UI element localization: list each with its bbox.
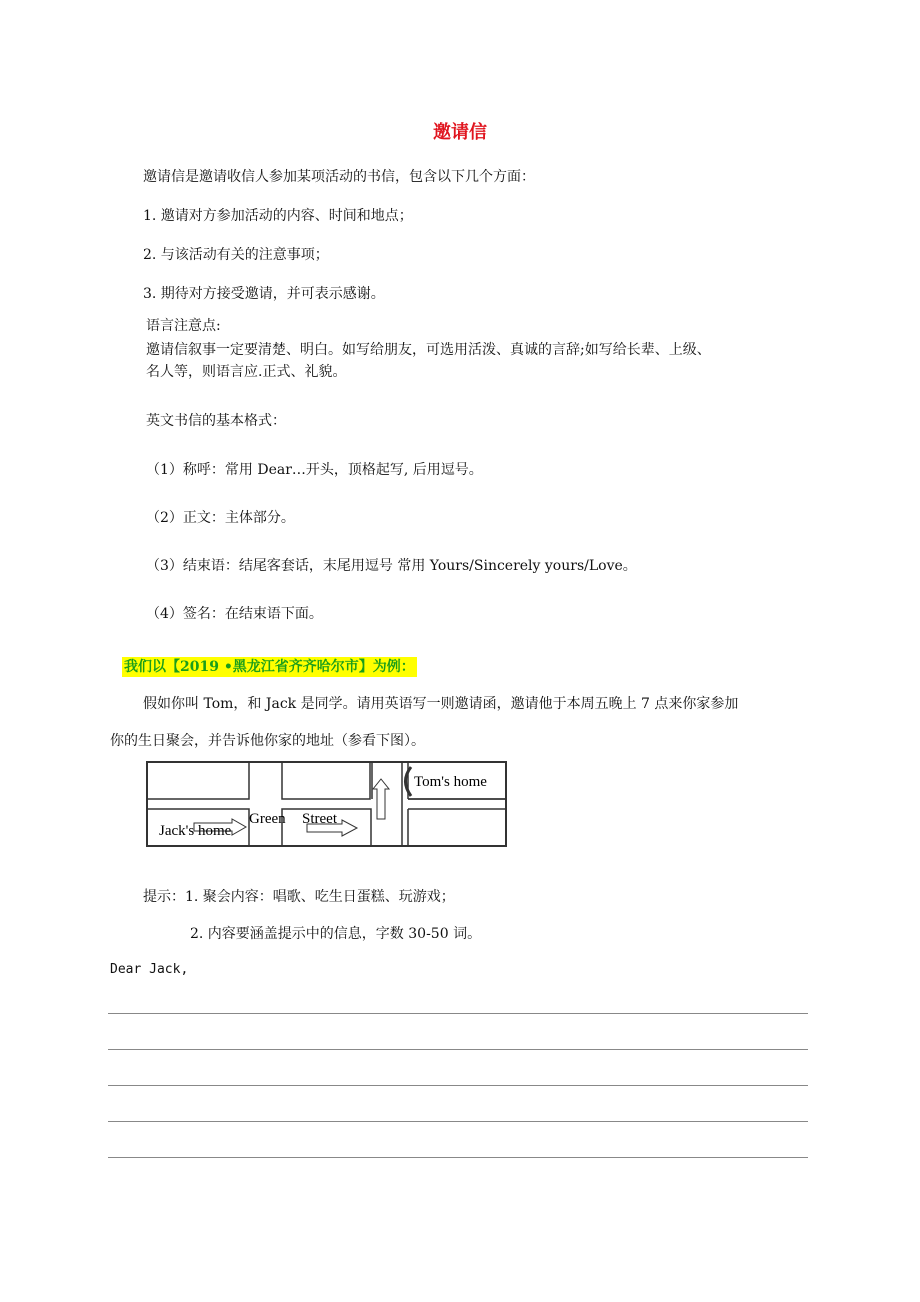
hint-2: 2. 内容要涵盖提示中的信息，字数 30-50 词。 xyxy=(190,926,482,942)
task-text-1: 假如你叫 Tom，和 Jack 是同学。请用英语写一则邀请函，邀请他于本周五晚上 7 点来你家参加 xyxy=(143,696,739,712)
point-1: 1. 邀请对方参加活动的内容、时间和地点； xyxy=(143,208,413,224)
jacks-home-label: Jack's home xyxy=(159,823,232,839)
answer-line[interactable] xyxy=(108,1157,808,1158)
language-text-2: 名人等，则语言应.正式、礼貌。 xyxy=(146,364,347,380)
answer-line[interactable] xyxy=(108,1049,808,1050)
answer-line[interactable] xyxy=(108,1121,808,1122)
street-map xyxy=(146,761,508,849)
intro-text: 邀请信是邀请收信人参加某项活动的书信，包含以下几个方面： xyxy=(143,169,535,185)
salutation: Dear Jack, xyxy=(110,962,189,977)
language-text-1: 邀请信叙事一定要清楚、明白。如写给朋友，可选用活泼、真诚的言辞;如写给长辈、上级、 xyxy=(146,342,711,358)
answer-line[interactable] xyxy=(108,1013,808,1014)
format-item-1: （1）称呼：常用 Dear…开头，顶格起写, 后用逗号。 xyxy=(146,462,483,478)
language-heading: 语言注意点: xyxy=(146,318,221,334)
format-item-3: （3）结束语：结尾客套话，末尾用逗号 常用 Yours/Sincerely yours/Love。 xyxy=(146,558,637,574)
task-text-2: 你的生日聚会，并告诉他你家的地址（参看下图）。 xyxy=(110,733,425,749)
format-item-4: （4）签名：在结束语下面。 xyxy=(146,606,323,622)
page-title: 邀请信 xyxy=(433,122,487,143)
toms-home-label: Tom's home xyxy=(414,774,487,790)
answer-line[interactable] xyxy=(108,1085,808,1086)
hint-1: 提示：1. 聚会内容：唱歌、吃生日蛋糕、玩游戏； xyxy=(143,889,455,905)
point-2: 2. 与该活动有关的注意事项； xyxy=(143,247,329,263)
format-item-2: （2）正文：主体部分。 xyxy=(146,510,295,526)
street-name-green: Green xyxy=(249,811,286,827)
example-heading: 我们以【2019 •黑龙江省齐齐哈尔市】为例： xyxy=(124,659,415,675)
format-heading: 英文书信的基本格式： xyxy=(146,413,286,429)
point-3: 3. 期待对方接受邀请，并可表示感谢。 xyxy=(143,286,385,302)
street-name-street: Street xyxy=(302,811,337,827)
